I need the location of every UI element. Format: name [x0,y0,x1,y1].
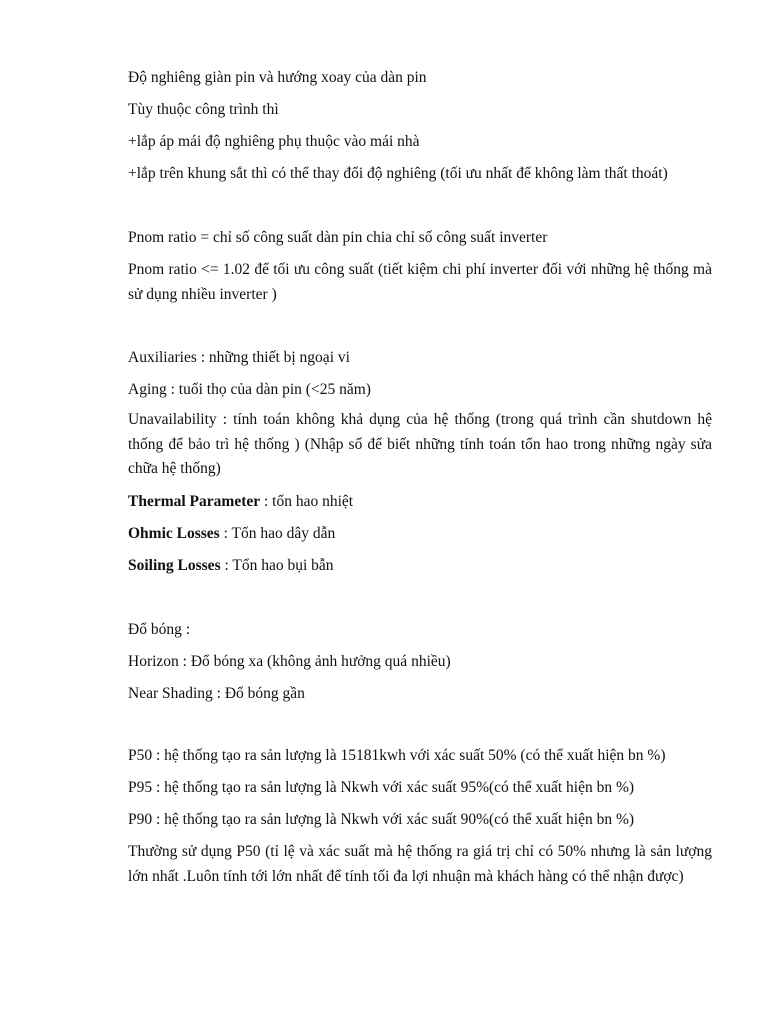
text-line: Auxiliaries : những thiết bị ngoại vi [128,349,350,366]
term-definition: : tổn hao nhiệt [260,493,354,510]
text-line: P50 : hệ thống tạo ra sản lượng là 15181kwh với xác suất 50% (có thể xuất hiện bn %) [128,747,666,764]
text-line: +lắp áp mái độ nghiêng phụ thuộc vào mái nhà [128,133,420,150]
paragraph: Thường sử dụng P50 (tỉ lệ và xác suất mà hệ thống ra giá trị chỉ có 50% nhưng là sản lượng lớn nhất .Luôn tính tới lớn nhất để tính tối đa lợi nhuận mà khách hàng có thể nhận được) [128,843,712,885]
term-line [128,554,712,579]
term-definition: : Tổn hao bụi bẫn [220,557,334,574]
text-line: Đổ bóng : [128,621,190,638]
text-line: Pnom ratio = chỉ số công suất dàn pin chia chỉ số công suất inverter [128,229,548,246]
text-line: Tùy thuộc công trình thì [128,101,279,118]
text-line: +lắp trên khung sắt thì có thể thay đổi độ nghiêng (tối ưu nhất để không làm thất thoát) [128,165,668,182]
term-label: Ohmic Losses [128,525,220,542]
paragraph: Pnom ratio <= 1.02 để tối ưu công suất (tiết kiệm chi phí inverter đối với những hệ thống mà sử dụng nhiều inverter ) [128,261,712,303]
term-definition: : Tổn hao dây dẫn [219,525,336,542]
heading-tilt-orientation: Độ nghiêng giàn pin và hướng xoay của dàn pin [128,69,427,86]
text-line: P90 : hệ thống tạo ra sản lượng là Nkwh với xác suất 90%(có thể xuất hiện bn %) [128,811,635,828]
term-line [128,522,712,547]
term-label: Soiling Losses [128,557,221,574]
text-line: P95 : hệ thống tạo ra sản lượng là Nkwh với xác suất 95%(có thể xuất hiện bn %) [128,779,635,796]
term-label: Thermal Parameter [128,493,261,510]
paragraph: Unavailability : tính toán không khả dụng của hệ thống (trong quá trình cần shutdown hệ thống để bảo trì hệ thống ) (Nhập số để biết những tính toán tổn hao trong những ngày sửa chữa hệ thống) [128,411,712,477]
text-line: Horizon : Đổ bóng xa (không ảnh hưởng quá nhiều) [128,653,451,670]
text-line: Near Shading : Đổ bóng gần [128,685,305,702]
text-line: Aging : tuổi thọ của dàn pin (<25 năm) [128,381,371,398]
term-line [128,490,712,515]
